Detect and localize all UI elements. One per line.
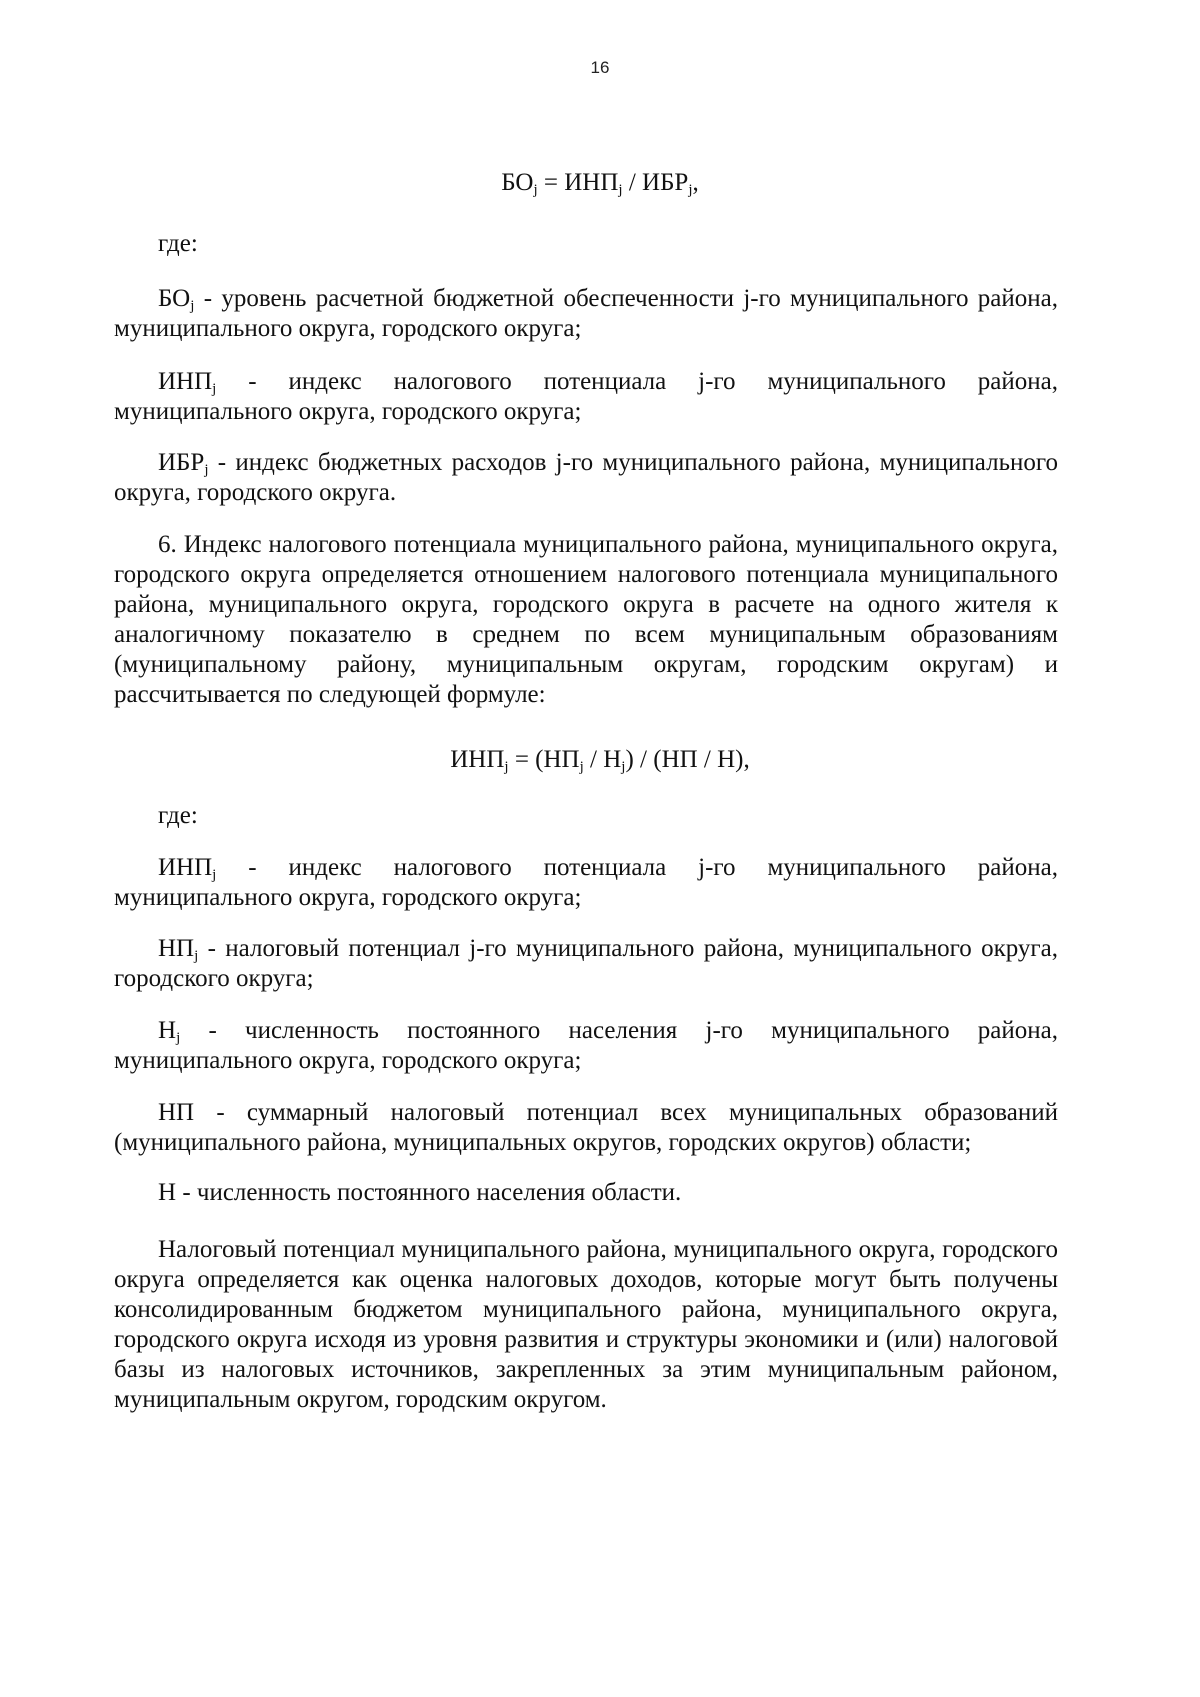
definition-term: Н: [158, 1017, 177, 1044]
page-number: 16: [590, 58, 610, 77]
definition-subscript: j: [212, 381, 217, 397]
definition-paragraph: [114, 1098, 1058, 1158]
formula-term: ) / (НП / Н),: [625, 746, 750, 773]
definition-text: - суммарный налоговый потенциал всех муниципальных образований (муниципального района, муниципальных округов, городских округов) области;: [114, 1099, 1058, 1156]
definition-subscript: j: [212, 867, 217, 883]
formula-tax-potential-index: [0, 745, 1200, 775]
definition-text: - численность постоянного населения j-го муниципального района, муниципального округа, городского округа;: [114, 1017, 1058, 1074]
definition-text: - индекс налогового потенциала j-го муниципального района, муниципального округа, городского округа;: [114, 854, 1058, 911]
formula-term: / ИБР: [622, 169, 689, 196]
tax-potential-paragraph: Налоговый потенциал муниципального района, муниципального округа, городского округа определяется как оценка налоговых доходов, которые могут быть получены консолидированным бюджетом муниципального района, муниципального округа, городского округа исходя из уровня развития и структуры экономики и (или) налоговой базы из налоговых источников, закрепленных за этим муниципальным районом, муниципальным округом, городским округом.: [114, 1236, 1058, 1413]
definition-text: - численность постоянного населения области.: [176, 1179, 682, 1206]
definition-term: БО: [158, 285, 191, 312]
formula-budget-sufficiency: [0, 168, 1200, 198]
formula-subscript: j: [621, 759, 626, 775]
formula-term: = (НП: [508, 746, 580, 773]
definition-subscript: j: [204, 462, 209, 478]
definition-subscript: j: [194, 948, 199, 964]
where-label: где:: [158, 230, 198, 257]
definition-subscript: j: [190, 298, 195, 314]
formula-term: БО: [501, 169, 534, 196]
where-label: где:: [158, 802, 198, 829]
definition-paragraph: [114, 853, 1058, 913]
paragraph-6: 6. Индекс налогового потенциала муниципального района, муниципального округа, городского округа определяется отношением налогового потенциала муниципального района, муниципального округа, городского округа в расчете на одного жителя к аналогичному показателю в среднем по всем муниципальным образованиям (муниципальному району, муниципальным округам, городским округам) и рассчитывается по следующей формуле:: [114, 531, 1058, 708]
definition-term: НП: [158, 935, 195, 962]
definition-term: НП: [158, 1099, 195, 1126]
definition-term: ИНП: [158, 368, 213, 395]
formula-term: / Н: [583, 746, 622, 773]
definition-paragraph: [114, 1178, 1058, 1208]
formula-subscript: j: [504, 759, 509, 775]
formula-term: = ИНП: [537, 169, 619, 196]
definition-subscript: j: [176, 1030, 181, 1046]
definition-text: - уровень расчетной бюджетной обеспеченности j-го муниципального района, муниципального округа, городского округа;: [114, 285, 1058, 342]
formula-subscript: j: [688, 182, 693, 198]
definition-paragraph: [114, 934, 1058, 994]
definition-term: ИНП: [158, 854, 213, 881]
definition-term: Н: [158, 1179, 177, 1206]
formula-term: ИНП: [450, 746, 505, 773]
formula-subscript: j: [533, 182, 538, 198]
definition-paragraph: [114, 284, 1058, 344]
definition-paragraph: [114, 1016, 1058, 1076]
definition-paragraph: [114, 367, 1058, 427]
definition-text: - индекс бюджетных расходов j-го муниципального района, муниципального округа, городского округа.: [114, 449, 1058, 506]
definition-text: - налоговый потенциал j-го муниципального района, муниципального округа, городского округа;: [114, 935, 1058, 992]
formula-subscript: j: [579, 759, 584, 775]
formula-term: ,: [692, 169, 699, 196]
definition-text: - индекс налогового потенциала j-го муниципального района, муниципального округа, городского округа;: [114, 368, 1058, 425]
definition-paragraph: [114, 448, 1058, 508]
definition-term: ИБР: [158, 449, 205, 476]
formula-subscript: j: [618, 182, 623, 198]
